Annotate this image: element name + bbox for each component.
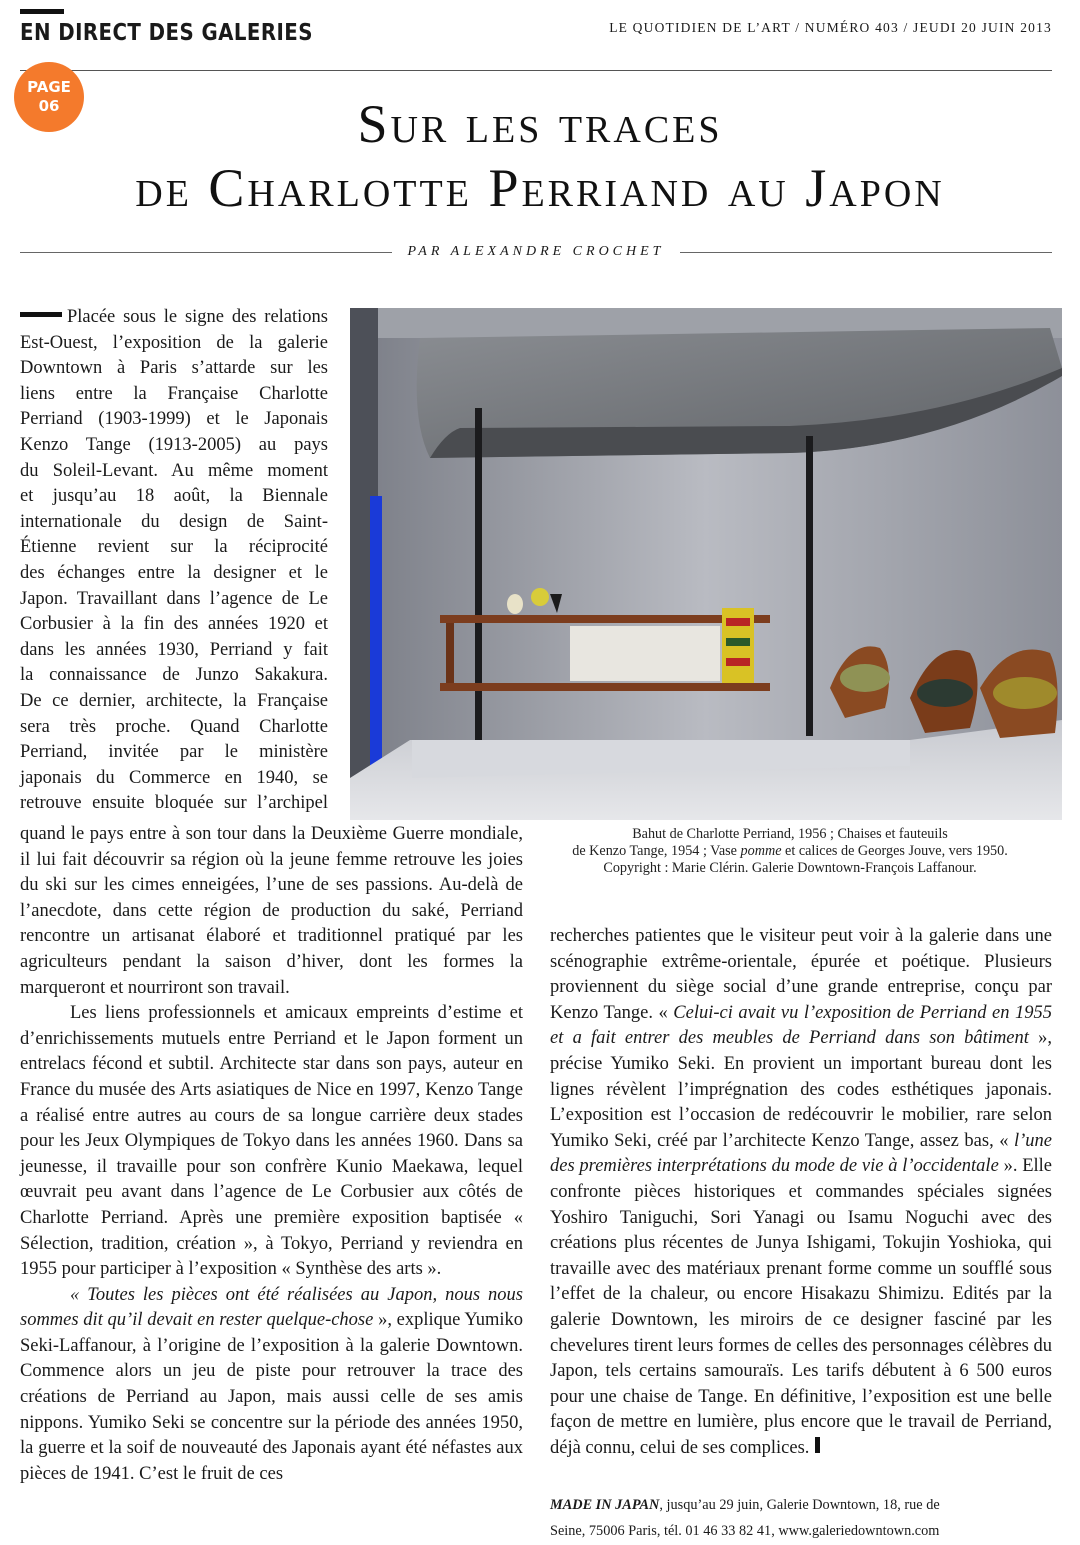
narrow-line: Perriand (1903-1999) et le Japonais xyxy=(20,409,328,430)
byline-row xyxy=(20,244,1052,260)
byline-rule-left xyxy=(20,252,392,253)
right-column xyxy=(550,924,1052,1461)
narrow-line: du Soleil-Levant. Au même moment xyxy=(20,460,328,481)
narrow-line: Placée sous le signe des relations xyxy=(20,305,328,331)
section-title: EN DIRECT DES GALERIES xyxy=(20,20,313,46)
exhibition-name: MADE IN JAPAN xyxy=(550,1497,660,1513)
narrow-line: Corbusier à la fin des années 1920 et xyxy=(20,614,328,635)
caption-line3: Copyright : Marie Clérin. Galerie Downtown-François Laffanour. xyxy=(603,860,977,876)
paragraph-1-continued: quand le pays entre à son tour dans la Deuxième Guerre mondiale, il lui fait découvrir sa région où la jeune femme retrouve les joies du ski sur les cimes enneigées, l’une de ses passions. Au-delà de l’anecdote, dans cette région de production du saké, Perriand rencontre un artisanat élaboré et traditionnel pratiqué par les agriculteurs pendant la saison d’hiver, dont les formes la marqueront et nourriront son travail. xyxy=(20,824,523,998)
narrow-line: Perriand, invitée par le ministère xyxy=(20,742,328,763)
narrow-line: Est-Ouest, l’exposition de la galerie xyxy=(20,332,328,353)
byline: PAR ALEXANDRE CROCHET xyxy=(407,244,665,259)
p4-c: ». Elle confronte pièces historiques et commandes spéciales signées Yoshiro Taniguchi, Sori Yanagi ou Isamu Noguchi avec des créations plus récentes de Junya Ishigami, Tokujin Yoshioka, qui travaille avec des matériaux prenant forme comme un soufflé sous l’effet de la chaleur, ou encore Hisakazu Shimizu. Edités par la galerie Downtown, les miroirs de ce designer fasciné par les chevelures tirent leurs formes de celles des personnages célèbres du Japon, tels certains samouraïs. Les tarifs débutent à 6 500 euros pour une chaise de Tange. En définitive, l’exposition est une belle façon de mettre en lumière, plus encore que le travail de Perriand, déjà connu, celui de ses complices. xyxy=(550,1156,1052,1458)
left-column xyxy=(20,822,523,1487)
exhibition-dates: , jusqu’au 29 juin, Galerie Downtown, 18, rue de xyxy=(659,1497,940,1513)
narrow-line: Japon. Travaillant dans l’agence de Le xyxy=(20,588,328,609)
caption-line2 xyxy=(540,843,1040,860)
narrow-line: la connaissance de Junzo Sakakura. xyxy=(20,665,328,686)
caption-italic: pomme xyxy=(740,843,782,859)
article-title-line2: de Charlotte Perriand au Japon xyxy=(135,158,945,218)
narrow-line: japonais du Commerce en 1940, se xyxy=(20,767,328,788)
masthead: LE QUOTIDIEN DE L’ART / NUMÉRO 403 / JEUDI 20 JUIN 2013 xyxy=(609,20,1052,35)
furniture-exhibition-photo xyxy=(350,308,1062,820)
narrow-line: dans les années 1930, Perriand y fait xyxy=(20,639,328,660)
section-bar xyxy=(20,9,64,14)
page-badge-label: PAGE xyxy=(27,78,71,96)
caption-line2b: et calices de Georges Jouve, vers 1950. xyxy=(781,843,1008,859)
p4-b: », précise Yumiko Seki. En provient un important bureau dont les lignes révèlent l’imprégnation des codes esthétiques japonais. L’exposition est l’occasion de redécouvrir le mobilier, rare selon Yumiko Seki, créé par l’architecte Kenzo Tange, assez bas, « xyxy=(550,1028,1052,1151)
narrow-line: et jusqu’au 18 août, la Biennale xyxy=(20,486,328,507)
caption-line2a: de Kenzo Tange, 1954 ; Vase xyxy=(572,843,741,859)
narrow-line: Downtown à Paris s’attarde sur les xyxy=(20,358,328,379)
narrow-column xyxy=(20,305,328,817)
page-badge-number: 06 xyxy=(38,97,60,115)
paragraph-4 xyxy=(550,924,1052,1461)
exhibition-info xyxy=(550,1492,1030,1544)
exhibition-info-line2: Seine, 75006 Paris, tél. 01 46 33 82 41, www.galeriedowntown.com xyxy=(550,1523,940,1539)
article-photo xyxy=(350,308,1062,820)
narrow-line: Kenzo Tange (1913-2005) au pays xyxy=(20,434,328,455)
paragraph-3 xyxy=(20,1283,523,1488)
narrow-line: De ce dernier, architecte, la Française xyxy=(20,690,328,711)
narrow-line: Étienne revient sur la réciprocité xyxy=(20,537,328,558)
quote-3: l’une des premières interprétations du mode de vie à l’occidentale xyxy=(550,1130,1052,1177)
lead-bar xyxy=(20,312,62,317)
p4-a: recherches patientes que le visiteur peut voir à la galerie dans une scénographie extrême-orientale, épurée et poétique. Plusieurs proviennent du siège social d’une grande entreprise, conçu par Kenzo Tange. « xyxy=(550,926,1052,1023)
caption-line1: Bahut de Charlotte Perriand, 1956 ; Chaises et fauteuils xyxy=(632,826,948,842)
end-mark xyxy=(815,1437,820,1453)
article-title-line1: Sur les traces xyxy=(357,94,723,154)
byline-rule-right xyxy=(680,252,1052,253)
narrow-line: liens entre la Française Charlotte xyxy=(20,383,328,404)
narrow-line: retrouve ensuite bloquée sur l’archipel xyxy=(20,793,328,814)
paragraph-2: Les liens professionnels et amicaux empreints d’estime et d’enrichissements mutuels entre Perriand et le Japon forment un entrelacs fécond et subtil. Architecte star dans son pays, auteur en France du musée des Arts asiatiques de Nice en 1997, Kenzo Tange a réalisé entre autres au cours de sa longue carrière deux stades pour les Jeux Olympiques de Tokyo dans les années 1960. Dans sa jeunesse, il travaille pour son confrère Kunio Maekawa, lequel œuvrait peu avant dans l’agence de Le Corbusier aux côtés de Charlotte Perriand. Après une première exposition baptisée « Sélection, tradition, création », à Tokyo, Perriand y reviendra en 1955 pour participer à l’exposition « Synthèse des arts ». xyxy=(20,1003,523,1280)
header-rule xyxy=(20,70,1052,71)
quote-1: « Toutes les pièces ont été réalisées au Japon, nous nous sommes dit qu’il devait en rester quelque-chose xyxy=(20,1284,523,1331)
exhibition-info-line1 xyxy=(550,1492,1030,1518)
quote-2: Celui-ci avait vu l’exposition de Perriand en 1955 et a fait entrer des meubles de Perriand dans son bâtiment xyxy=(550,1002,1052,1049)
narrow-line: internationale du design de Saint- xyxy=(20,511,328,532)
paragraph-3-text: », explique Yumiko Seki-Laffanour, à l’origine de l’exposition à la galerie Downtown. Commence alors un jeu de piste pour retrouver la trace des créations de Perriand au Japon, mais aussi celle de ses amis nippons. Yumiko Seki se concentre sur la période des années 1950, la guerre et la soif de nouveauté des Japonais ayant été néfastes aux pièces de 1941. C’est le fruit de ces xyxy=(20,1310,523,1484)
narrow-line: sera très proche. Quand Charlotte xyxy=(20,716,328,737)
photo-caption xyxy=(540,826,1040,877)
narrow-line: des échanges entre la designer et le xyxy=(20,562,328,583)
